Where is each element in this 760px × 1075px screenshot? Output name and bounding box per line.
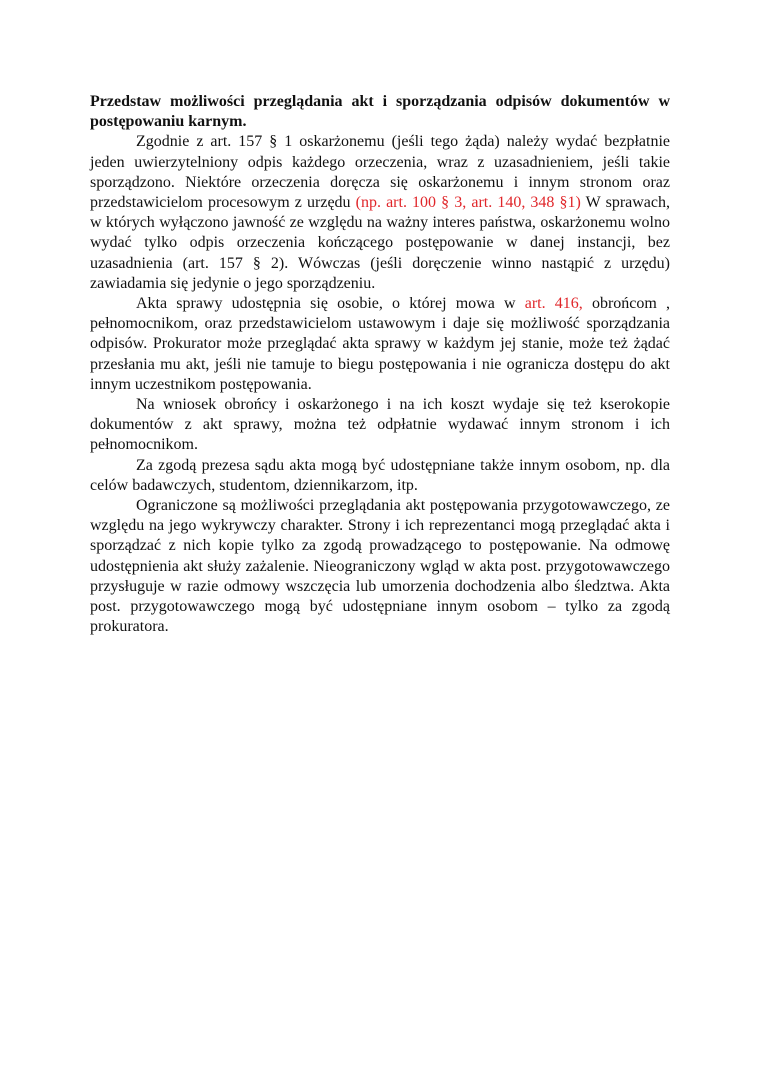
paragraph-inne-osoby: Za zgodą prezesa sądu akta mogą być udostępniane także innym osobom, np. dla celów badawczych, studentom, dziennikarzom, itp. [90, 456, 670, 494]
paragraph-text: Zgodnie z art. 157 § 1 oskarżonemu (jeśli tego żąda) należy wydać bezpłatnie jeden uwierzytelniony odpis każdego orzeczenia, wraz z uzasadnieniem, jeśli takie sporządzono. Niektóre orzeczenia doręcza się oskarżonemu i innym stronom oraz przedstawicielom procesowym z urzędu [90, 133, 670, 212]
paragraph-text: Ograniczone są możliwości przeglądania akt postępowania przygotowawczego, ze względu na jego wykrywczy charakter. Strony i ich reprezentanci mogą przeglądać akta i sporządzać z nich kopie tylko za zgodą prowadzącego to postępowanie. Na odmowę udostępnienia akt służy zażalenie. Nieograniczony wgląd w akta post. przygotowawczego przysługuje w razie odmowy wszczęcia lub umorzenia dochodzenia albo śledztwa. Akta post. przygotowawczego mogą być udostępniane innym osobom – tylko za zgodą [90, 497, 670, 616]
emphasized-word: prokuratora. [90, 618, 169, 636]
paragraph-kserokopie: Na wniosek obrońcy i oskarżonego i na ich koszt wydaje się też kserokopie dokumentów z akt sprawy, można też odpłatnie wydawać innym stronom i ich pełnomocnikom. [90, 396, 670, 454]
paragraph-text: Akta sprawy udostępnia się osobie, o której mowa w [136, 295, 525, 313]
document-heading: Przedstaw możliwości przeglądania akt i sporządzania odpisów dokumentów w postępowaniu karnym. [90, 93, 670, 131]
paragraph-postepowanie-przygotowawcze [90, 496, 670, 637]
paragraph-odpisy-orzeczen [90, 132, 670, 294]
article-reference: (np. art. 100 § 3, art. 140, 348 §1) [355, 194, 581, 212]
paragraph-text: obrońcom , pełnomocnikom, oraz przedstawicielom ustawowym i daje się możliwość sporządzania odpisów. Prokurator może przeglądać akta sprawy w każdym jej stanie, może też żądać przesłania mu akt, jeśli nie tamuje to biegu postępowania i nie ogranicza dostępu do akt innym uczestnikom postępowania. [90, 295, 671, 393]
document-page [90, 92, 670, 637]
article-reference: art. 416, [524, 295, 583, 313]
paragraph-udostepnianie-akt [90, 294, 670, 395]
paragraph-text: W sprawach, w których wyłączono jawność ze względu na ważny interes państwa, oskarżonemu wolno wydać tylko odpis orzeczenia kończącego postępowanie w danej instancji, bez uzasadnienia (art. 157 § 2). Wówczas (jeśli doręczenie winno nastąpić z urzędu) zawiadamia się jedynie o jego sporządzeniu. [90, 194, 670, 292]
